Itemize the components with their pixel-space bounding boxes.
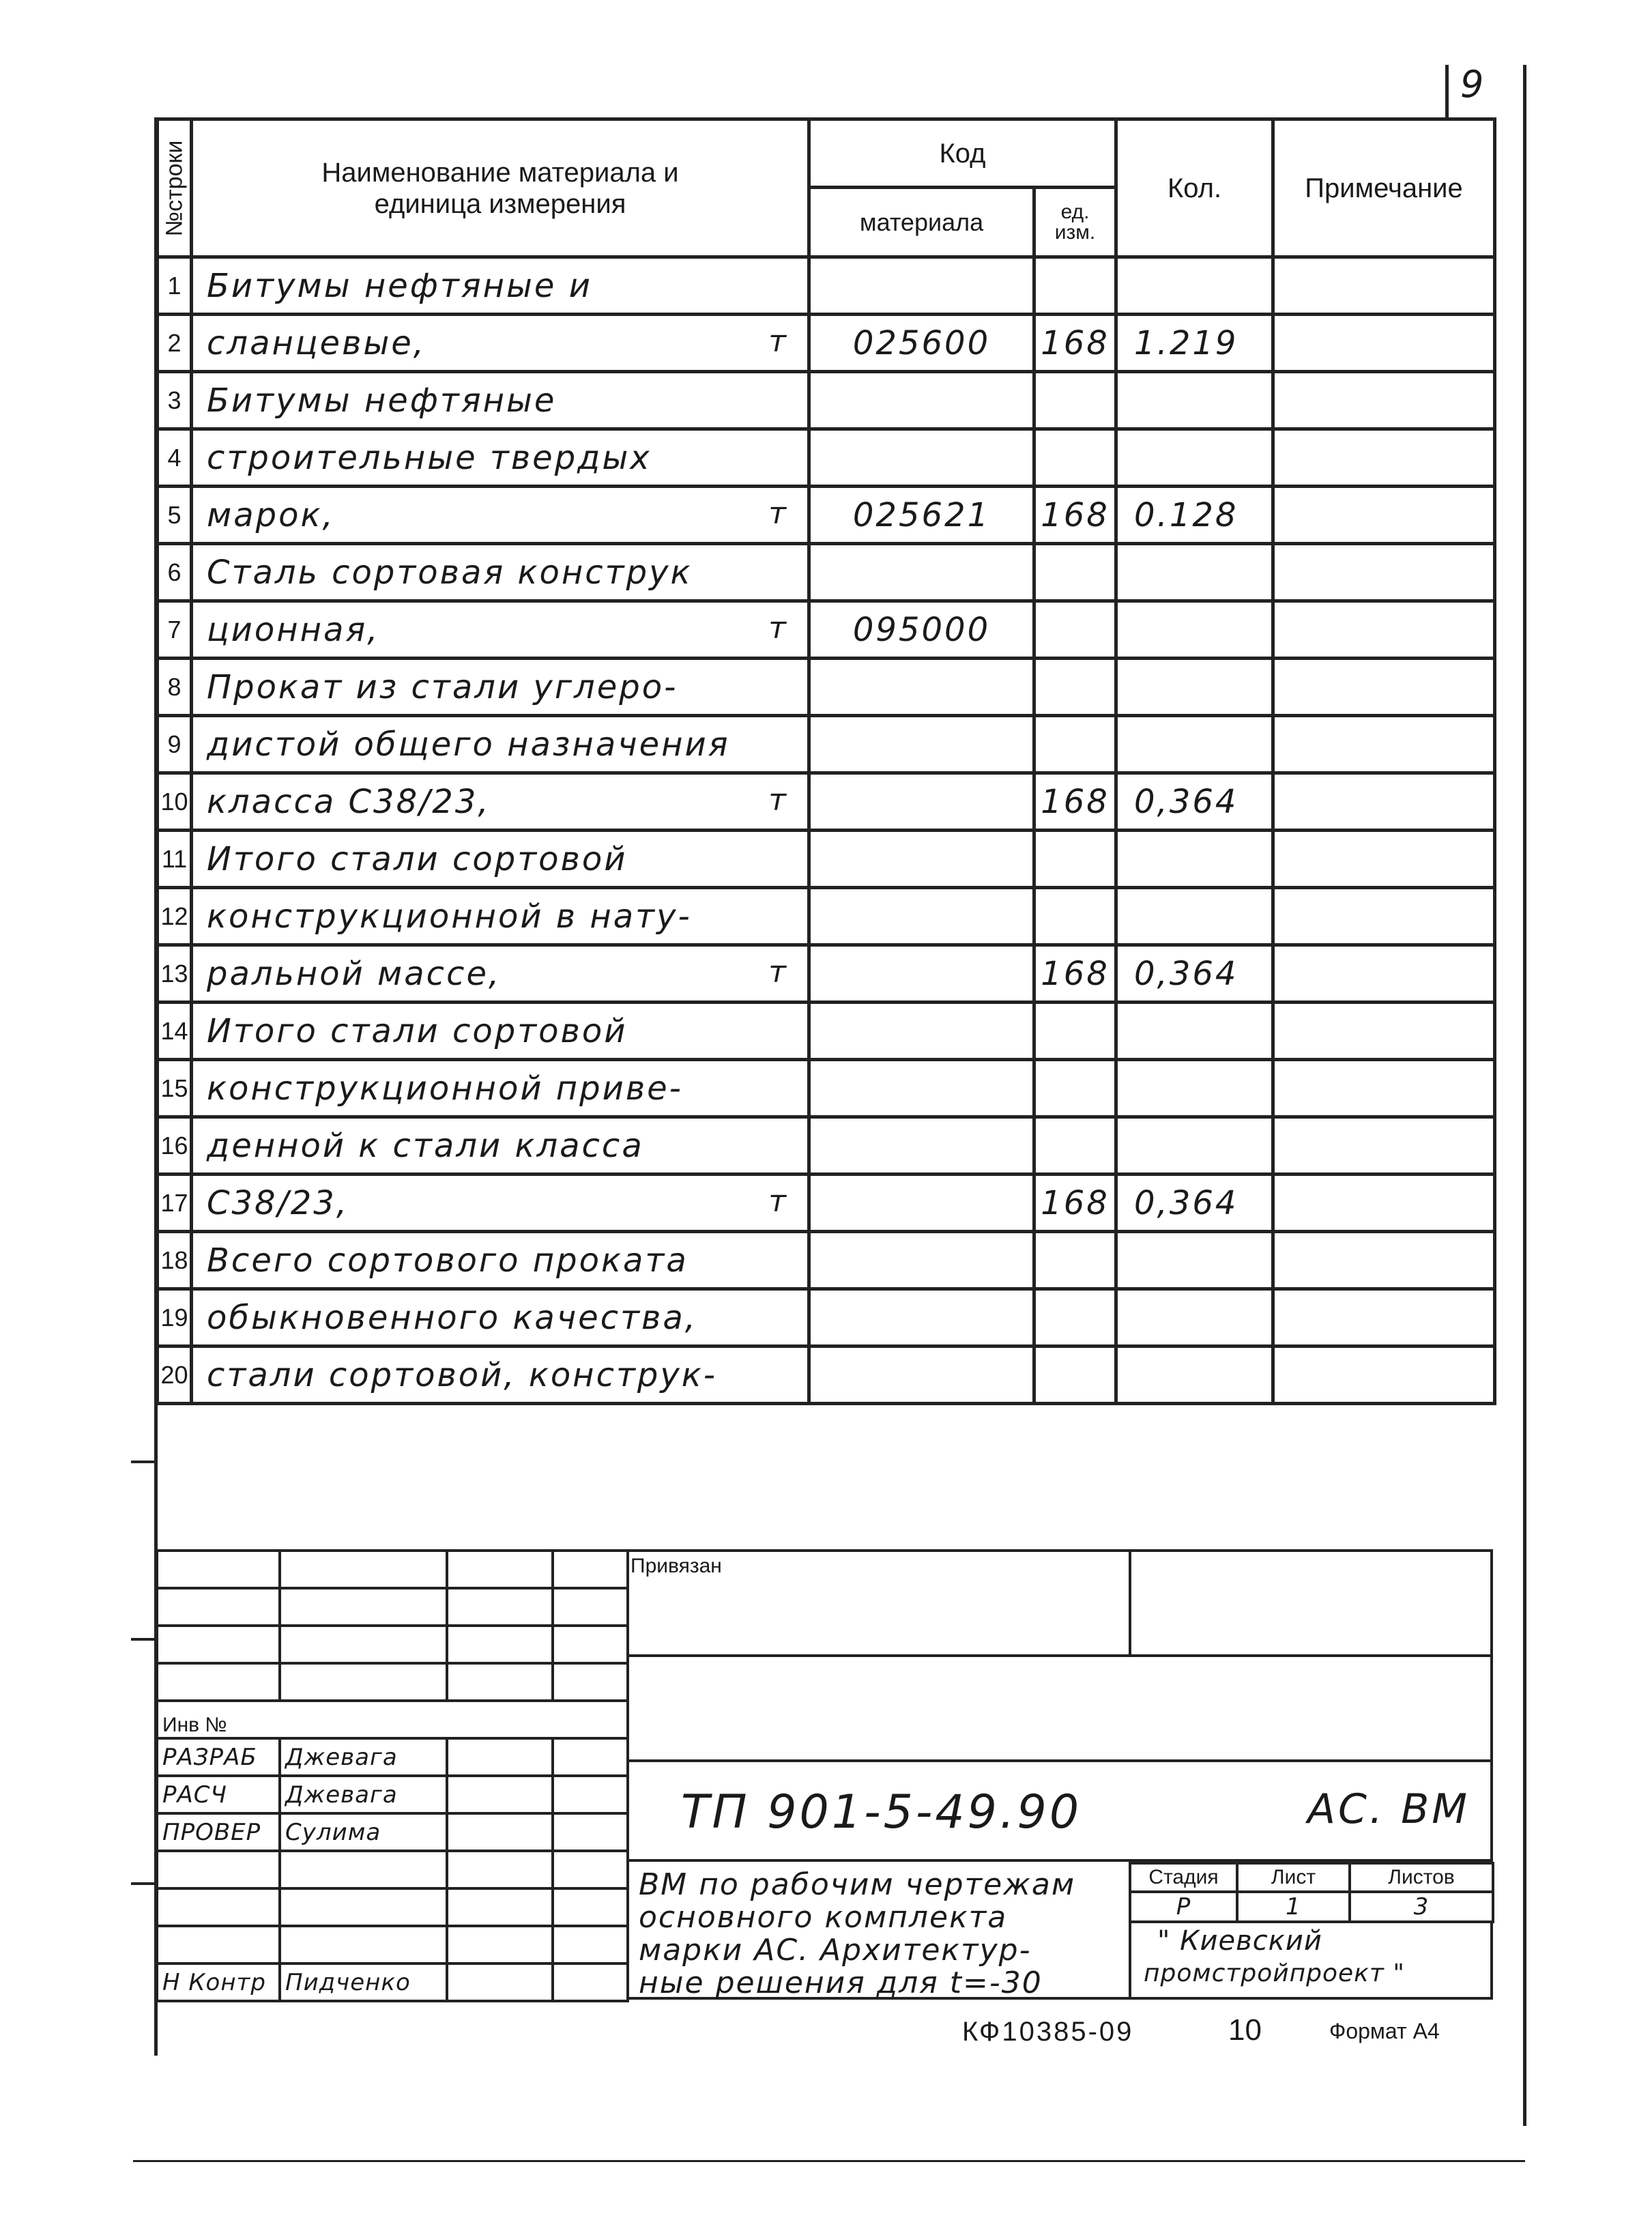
row-number: 2: [158, 315, 192, 372]
stage-label: Стадия: [1131, 1863, 1237, 1892]
material-code: 095000: [809, 601, 1034, 659]
row-number: 6: [158, 544, 192, 601]
signature: [447, 1738, 553, 1776]
quantity: [1116, 831, 1273, 888]
unit-code: [1034, 257, 1116, 315]
unit-code: [1034, 544, 1116, 601]
header-code-material: материала: [809, 188, 1034, 257]
row-number: 18: [158, 1232, 192, 1289]
note: [1273, 716, 1495, 773]
description-line: марки АС. Архитектур-: [639, 1933, 1032, 1968]
quantity: [1116, 257, 1273, 315]
material-name: денной к стали класса: [192, 1117, 809, 1175]
material-name: конструкционной в нату-: [192, 888, 809, 945]
quantity: [1116, 1117, 1273, 1175]
quantity: 0,364: [1116, 1175, 1273, 1232]
row-number: 4: [158, 429, 192, 487]
table-row: [158, 544, 1495, 601]
material-code: [809, 1232, 1034, 1289]
material-name: Сталь сортовая конструк: [192, 544, 809, 601]
note: [1273, 1117, 1495, 1175]
row-number: 10: [158, 773, 192, 831]
unit-code: [1034, 716, 1116, 773]
inv-no-label: Инв №: [157, 1701, 628, 1738]
note: [1273, 659, 1495, 716]
table-row: [158, 888, 1495, 945]
material-code: [809, 1117, 1034, 1175]
signature: [447, 1813, 553, 1851]
table-row: [158, 831, 1495, 888]
row-number: 12: [158, 888, 192, 945]
table-row: [158, 487, 1495, 544]
sheet-label: Лист: [1237, 1863, 1350, 1892]
doc-mark: АС. ВМ: [1307, 1785, 1470, 1833]
org-line: " Киевский: [1157, 1925, 1322, 1957]
material-code: [809, 773, 1034, 831]
unit-code: [1034, 888, 1116, 945]
material-code: 025621: [809, 487, 1034, 544]
signature-grid: [156, 1549, 629, 2002]
specification-table: [156, 117, 1496, 1568]
material-code: [809, 945, 1034, 1003]
quantity: [1116, 372, 1273, 429]
doc-code: ТП 901-5-49.90: [681, 1785, 1082, 1839]
row-number: 1: [158, 257, 192, 315]
material-name: Итого стали сортовой: [192, 831, 809, 888]
unit-code: 168: [1034, 487, 1116, 544]
note: [1273, 1232, 1495, 1289]
unit-code: [1034, 429, 1116, 487]
material-name: Битумы нефтяные и: [192, 257, 809, 315]
description-line: ВМ по рабочим чертежам: [639, 1867, 1076, 1902]
material-name: С38/23, т: [192, 1175, 809, 1232]
unit-code: [1034, 1060, 1116, 1117]
org-box: [1131, 1920, 1493, 2000]
footer-format: Формат А4: [1329, 2019, 1440, 2043]
unit-code: [1034, 601, 1116, 659]
note: [1273, 315, 1495, 372]
material-code: [809, 544, 1034, 601]
material-code: [809, 716, 1034, 773]
unit-code: [1034, 1117, 1116, 1175]
signer-role: Н Контр: [157, 1963, 280, 2001]
unit-code: 168: [1034, 945, 1116, 1003]
signer-name: Джевага: [280, 1738, 447, 1776]
quantity: 1.219: [1116, 315, 1273, 372]
table-row: [158, 659, 1495, 716]
quantity: [1116, 659, 1273, 716]
table-row: [158, 429, 1495, 487]
row-number: 20: [158, 1347, 192, 1404]
note: [1273, 831, 1495, 888]
material-name: обыкновенного качества,: [192, 1289, 809, 1347]
note: [1273, 1003, 1495, 1060]
quantity: 0.128: [1116, 487, 1273, 544]
note: [1273, 1347, 1495, 1404]
stage-value: Р: [1131, 1892, 1237, 1922]
binding-tick: [131, 1638, 156, 1641]
note: [1273, 1175, 1495, 1232]
unit-code: [1034, 1289, 1116, 1347]
unit-suffix: т: [768, 783, 788, 818]
table-row: [158, 1117, 1495, 1175]
signer-name: Пидченко: [280, 1963, 447, 2001]
description-line: ные решения для t=-30: [639, 1966, 1043, 2000]
header-code-unit: ед. изм.: [1034, 188, 1116, 257]
table-row: [158, 315, 1495, 372]
unit-code: [1034, 831, 1116, 888]
row-number: 3: [158, 372, 192, 429]
material-name: сланцевые, т: [192, 315, 809, 372]
material-code: [809, 429, 1034, 487]
frame-right-line: [1523, 65, 1526, 2126]
quantity: 0,364: [1116, 945, 1273, 1003]
material-code: [809, 1060, 1034, 1117]
material-name: марок, т: [192, 487, 809, 544]
unit-suffix: т: [768, 324, 788, 359]
note: [1273, 773, 1495, 831]
sheets-value: 3: [1350, 1892, 1493, 1922]
signer-role: ПРОВЕР: [157, 1813, 280, 1851]
header-row-number: №строки: [158, 119, 192, 257]
table-row: [158, 601, 1495, 659]
frame-bottom-line: [133, 2160, 1525, 2162]
quantity: [1116, 888, 1273, 945]
privyazan-label: Привязан: [631, 1555, 722, 1577]
note: [1273, 945, 1495, 1003]
material-code: [809, 1289, 1034, 1347]
header-name: Наименование материала и единица измерения: [192, 119, 809, 257]
sheet-value: 1: [1237, 1892, 1350, 1922]
stage-table: [1131, 1862, 1494, 1923]
row-number: 8: [158, 659, 192, 716]
unit-code: 168: [1034, 315, 1116, 372]
row-number: 7: [158, 601, 192, 659]
unit-suffix: т: [768, 496, 788, 531]
quantity: [1116, 1060, 1273, 1117]
table-row: [158, 716, 1495, 773]
table-row: [158, 1060, 1495, 1117]
unit-code: [1034, 1347, 1116, 1404]
material-code: [809, 257, 1034, 315]
row-number: 19: [158, 1289, 192, 1347]
material-code: 025600: [809, 315, 1034, 372]
material-name: Прокат из стали углеро-: [192, 659, 809, 716]
row-number: 17: [158, 1175, 192, 1232]
table-row: [158, 1232, 1495, 1289]
material-name: Всего сортового проката: [192, 1232, 809, 1289]
footer-code: КФ10385-09: [962, 2017, 1134, 2047]
note: [1273, 487, 1495, 544]
material-name: класса С38/23, т: [192, 773, 809, 831]
quantity: [1116, 1347, 1273, 1404]
material-name: строительные твердых: [192, 429, 809, 487]
unit-code: [1034, 1003, 1116, 1060]
footer-num: 10: [1228, 2013, 1262, 2047]
note: [1273, 1060, 1495, 1117]
empty-box: [626, 1657, 1493, 1759]
material-name: стали сортовой, конструк-: [192, 1347, 809, 1404]
unit-code: [1034, 1232, 1116, 1289]
material-code: [809, 1175, 1034, 1232]
material-name: ральной массе, т: [192, 945, 809, 1003]
note: [1273, 372, 1495, 429]
binding-tick: [131, 1882, 156, 1885]
row-number: 9: [158, 716, 192, 773]
note: [1273, 1289, 1495, 1347]
material-name: дистой общего назначения: [192, 716, 809, 773]
description-line: основного комплекта: [639, 1900, 1008, 1935]
signature: [447, 1963, 553, 2001]
unit-code: 168: [1034, 1175, 1116, 1232]
signer-name: Джевага: [280, 1776, 447, 1813]
unit-code: [1034, 659, 1116, 716]
note: [1273, 888, 1495, 945]
material-code: [809, 888, 1034, 945]
row-number: 11: [158, 831, 192, 888]
table-row: [158, 1347, 1495, 1404]
table-row: [158, 773, 1495, 831]
header-note: Примечание: [1273, 119, 1495, 257]
row-number: 13: [158, 945, 192, 1003]
blank-area: [158, 1404, 1495, 1568]
material-name: ционная, т: [192, 601, 809, 659]
unit-suffix: т: [768, 1184, 788, 1219]
table-row: [158, 257, 1495, 315]
specification-rows: [158, 257, 1495, 1404]
material-name: конструкционной приве-: [192, 1060, 809, 1117]
signature: [447, 1776, 553, 1813]
page-number: 9: [1460, 63, 1486, 106]
table-row: [158, 1003, 1495, 1060]
privyazan-right-box: [1131, 1549, 1493, 1657]
unit-suffix: т: [768, 955, 788, 990]
row-number: 16: [158, 1117, 192, 1175]
header-qty: Кол.: [1116, 119, 1273, 257]
note: [1273, 429, 1495, 487]
quantity: [1116, 716, 1273, 773]
page-number-divider: [1445, 65, 1449, 119]
quantity: [1116, 429, 1273, 487]
note: [1273, 257, 1495, 315]
quantity: [1116, 601, 1273, 659]
quantity: [1116, 1003, 1273, 1060]
quantity: [1116, 1232, 1273, 1289]
table-row: [158, 372, 1495, 429]
doc-code-box: [626, 1759, 1493, 1862]
material-name: Итого стали сортовой: [192, 1003, 809, 1060]
note: [1273, 544, 1495, 601]
org-line: промстройпроект ": [1144, 1959, 1405, 1987]
quantity: [1116, 544, 1273, 601]
privyazan-box: [626, 1549, 1131, 1657]
material-code: [809, 831, 1034, 888]
description-box: [626, 1862, 1131, 2000]
row-number: 15: [158, 1060, 192, 1117]
unit-suffix: т: [768, 611, 788, 646]
sheets-label: Листов: [1350, 1863, 1493, 1892]
table-row: [158, 1289, 1495, 1347]
material-code: [809, 372, 1034, 429]
signer-role: РАСЧ: [157, 1776, 280, 1813]
row-number: 14: [158, 1003, 192, 1060]
quantity: [1116, 1289, 1273, 1347]
material-code: [809, 1347, 1034, 1404]
signer-name: Сулима: [280, 1813, 447, 1851]
material-code: [809, 1003, 1034, 1060]
signer-role: РАЗРАБ: [157, 1738, 280, 1776]
material-name: Битумы нефтяные: [192, 372, 809, 429]
unit-code: [1034, 372, 1116, 429]
unit-code: 168: [1034, 773, 1116, 831]
table-row: [158, 945, 1495, 1003]
header-code: Код: [809, 119, 1116, 188]
note: [1273, 601, 1495, 659]
material-code: [809, 659, 1034, 716]
quantity: 0,364: [1116, 773, 1273, 831]
table-row: [158, 1175, 1495, 1232]
row-number: 5: [158, 487, 192, 544]
binding-tick: [131, 1460, 156, 1463]
